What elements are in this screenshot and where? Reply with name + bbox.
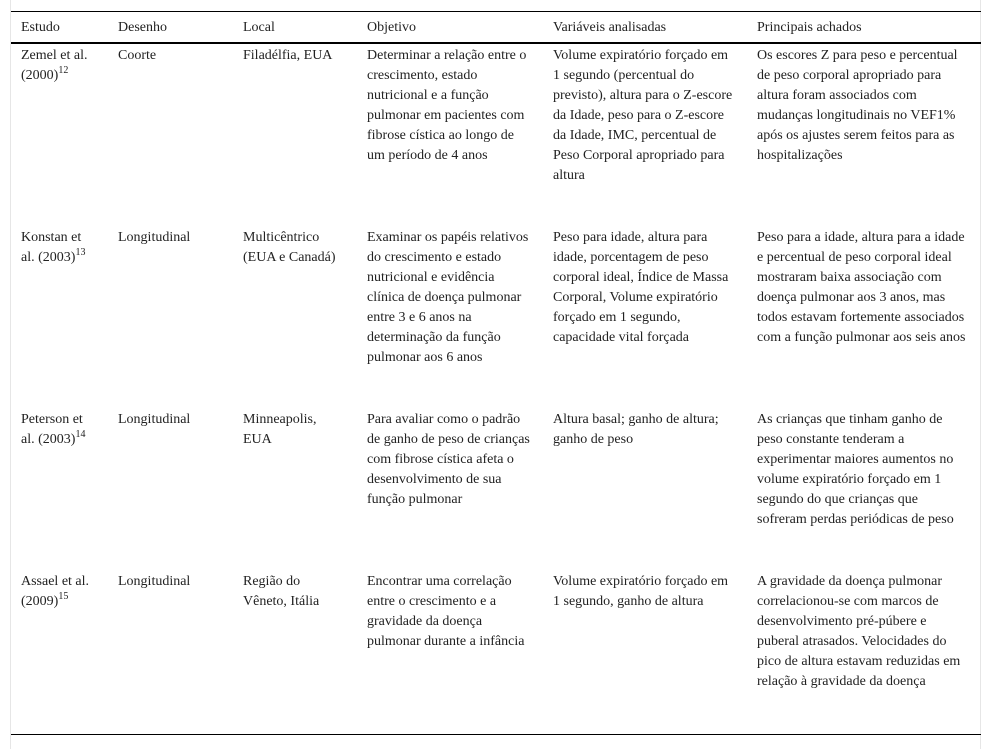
table-row <box>11 226 981 408</box>
reference-number: 13 <box>75 247 86 258</box>
cell-findings: As crianças que tinham ganho de peso constante tenderam a experimentar maiores aumentos no volume expiratório forçado em 1 segundo do que crianças que sofreram perdas periódicas de peso <box>757 412 954 527</box>
cell-variables: Volume expiratório forçado em 1 segundo, ganho de altura <box>553 574 729 609</box>
reference-number: 14 <box>75 429 86 440</box>
table-row <box>11 570 981 735</box>
header-objective: Objetivo <box>367 20 416 35</box>
table-row <box>11 408 981 570</box>
study-citation: Zemel et al. (2000) <box>21 48 88 83</box>
reference-number: 15 <box>58 591 69 602</box>
cell-objective: Encontrar uma correlação entre o crescimento e a gravidade da doença pulmonar durante a infância <box>367 574 525 649</box>
header-variables: Variáveis analisadas <box>553 20 667 35</box>
cell-variables: Volume expiratório forçado em 1 segundo (percentual do previsto), altura para o Z-escore da Idade, peso para o Z-escore da Idade, IMC, percentual de Peso Corporal apropriado para altura <box>553 48 733 183</box>
header-design: Desenho <box>118 20 167 35</box>
study-citation: Konstan et al. (2003) <box>21 230 82 265</box>
cell-findings: Os escores Z para peso e percentual de peso corporal apropriado para altura foram associados com mudanças longitudinais no VEF1% após os ajustes serem feitos para as hospitalizações <box>757 48 958 163</box>
header-study: Estudo <box>21 20 60 35</box>
cell-findings: Peso para a idade, altura para a idade e percentual de peso corporal ideal mostraram baixa associação com doença pulmonar aos 3 anos, mas todos estavam fortemente associados com a função pulmonar aos seis anos <box>757 230 966 345</box>
cell-study <box>11 408 108 570</box>
cell-study <box>11 226 108 408</box>
reference-number: 12 <box>58 65 69 76</box>
header-findings: Principais achados <box>757 20 862 35</box>
cell-study <box>11 43 108 226</box>
cell-findings: A gravidade da doença pulmonar correlacionou-se com marcos de desenvolvimento pré-púbere e puberal atrasados. Velocidades do pico de altura estavam reduzidas em relação à gravidade da doença <box>757 574 961 689</box>
studies-table <box>11 11 981 735</box>
cell-design: Longitudinal <box>118 230 191 245</box>
cell-variables: Peso para idade, altura para idade, porcentagem de peso corporal ideal, Índice de Massa Corporal, Volume expiratório forçado em 1 segundo, capacidade vital forçada <box>553 230 729 345</box>
cell-variables: Altura basal; ganho de altura; ganho de peso <box>553 412 719 447</box>
cell-design: Longitudinal <box>118 574 191 589</box>
cell-objective: Para avaliar como o padrão de ganho de peso de crianças com fibrose cística afeta o desenvolvimento de sua função pulmonar <box>367 412 530 507</box>
table-header-row <box>11 12 981 44</box>
table-row <box>11 43 981 226</box>
cell-objective: Determinar a relação entre o crescimento, estado nutricional e a função pulmonar em pacientes com fibrose cística ao longo de um período de 4 anos <box>367 48 527 163</box>
header-location: Local <box>243 20 275 35</box>
cell-design: Coorte <box>118 48 157 63</box>
study-citation: Peterson et al. (2003) <box>21 412 83 447</box>
cell-location: Filadélfia, EUA <box>243 48 333 63</box>
cell-study <box>11 570 108 735</box>
study-citation: Assael et al. (2009) <box>21 574 90 609</box>
cell-location: Região do Vêneto, Itália <box>243 574 320 609</box>
cell-location: Multicêntrico (EUA e Canadá) <box>243 230 336 265</box>
cell-location: Minneapolis, EUA <box>243 412 317 447</box>
cell-objective: Examinar os papéis relativos do crescimento e estado nutricional e evidência clínica de doença pulmonar entre 3 e 6 anos na determinação da função pulmonar aos 6 anos <box>367 230 529 365</box>
cell-design: Longitudinal <box>118 412 191 427</box>
